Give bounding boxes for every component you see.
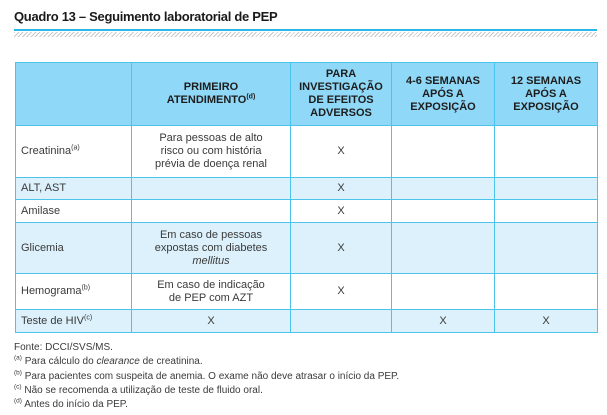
table-header-row — [16, 63, 598, 126]
cell-primeiro: Para pessoas de alto risco ou com história prévia de doença renal — [132, 126, 291, 178]
table-row — [16, 223, 598, 274]
cell-efeitos: X — [291, 200, 392, 223]
cell-efeitos: X — [291, 126, 392, 178]
cell-efeitos — [291, 310, 392, 333]
table-row — [16, 274, 598, 310]
cell-4-6: X — [392, 310, 495, 333]
cell-4-6 — [392, 274, 495, 310]
table-title: Quadro 13 – Seguimento laboratorial de PEP — [14, 9, 278, 24]
cell-12 — [495, 126, 598, 178]
cell-12 — [495, 200, 598, 223]
table-row — [16, 200, 598, 223]
row-name: ALT, AST — [16, 178, 132, 200]
cell-primeiro — [132, 178, 291, 200]
footnote-d: $^{(d)}$ Antes do início da PEP. — [14, 397, 128, 411]
footnote-b: $^{(b)}$ Para pacientes com suspeita de anemia. O exame não deve atrasar o início da PEP. — [14, 369, 400, 382]
header-12-semanas: 12 SEMANAS APÓS A EXPOSIÇÃO — [495, 63, 598, 126]
row-name: Teste de HIV$^{(c)}$ — [16, 310, 132, 333]
cell-efeitos: X — [291, 223, 392, 274]
cell-primeiro: X — [132, 310, 291, 333]
cell-primeiro — [132, 200, 291, 223]
cell-12 — [495, 178, 598, 200]
cell-12 — [495, 274, 598, 310]
cell-4-6 — [392, 223, 495, 274]
header-primeiro-atendimento: PRIMEIRO ATENDIMENTO$^{(d)}$ — [132, 63, 291, 126]
title-hatch-divider — [14, 32, 597, 37]
cell-4-6 — [392, 126, 495, 178]
source-note: Fonte: DCCI/SVS/MS. — [14, 342, 113, 353]
table-row — [16, 178, 598, 200]
footnote-a: $^{(a)}$ Para cálculo do clearance de creatinina. — [14, 354, 203, 368]
row-name: Hemograma$^{(b)}$ — [16, 274, 132, 310]
cell-12 — [495, 223, 598, 274]
cell-4-6 — [392, 178, 495, 200]
cell-12: X — [495, 310, 598, 333]
cell-efeitos: X — [291, 178, 392, 200]
header-4-6-semanas: 4-6 SEMANAS APÓS A EXPOSIÇÃO — [392, 63, 495, 126]
table-row — [16, 310, 598, 333]
table-footnotes — [14, 341, 399, 412]
cell-primeiro: Em caso de indicação de PEP com AZT — [132, 274, 291, 310]
cell-efeitos: X — [291, 274, 392, 310]
header-efeitos-adversos: PARA INVESTIGAÇÃO DE EFEITOS ADVERSOS — [291, 63, 392, 126]
cell-4-6 — [392, 200, 495, 223]
row-name: Creatinina$^{(a)}$ — [16, 126, 132, 178]
footnote-c: $^{(c)}$ Não se recomenda a utilização de teste de fluido oral. — [14, 383, 263, 396]
cell-primeiro: Em caso de pessoas expostas com diabetes mellitus — [132, 223, 291, 274]
table-row — [16, 126, 598, 178]
header-exam — [16, 63, 132, 126]
title-rule-divider — [14, 29, 597, 31]
row-name: Glicemia — [16, 223, 132, 274]
row-name: Amilase — [16, 200, 132, 223]
lab-followup-table — [15, 62, 598, 333]
